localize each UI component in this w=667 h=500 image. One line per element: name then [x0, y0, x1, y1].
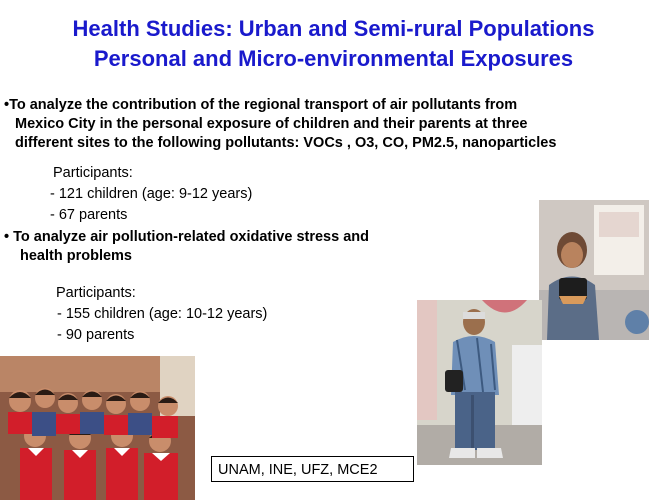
- participants-1-heading: Participants:: [53, 165, 133, 181]
- participants-2-heading: Participants:: [56, 285, 136, 301]
- institutions-label: UNAM, INE, UFZ, MCE2: [211, 456, 414, 482]
- objective-2: [4, 228, 444, 266]
- participants-2-parents: - 90 parents: [57, 327, 135, 343]
- objective-1: [4, 96, 664, 153]
- participants-1-parents: - 67 parents: [50, 207, 128, 223]
- participants-1-children: - 121 children (age: 9-12 years): [50, 186, 253, 202]
- objective-1-line-3: different sites to the following pollutants: VOCs , O3, CO, PM2.5, nanoparticles: [15, 135, 557, 151]
- title-line-1: Health Studies: Urban and Semi-rural Populations: [72, 16, 595, 41]
- participants-2-children: - 155 children (age: 10-12 years): [57, 306, 268, 322]
- photo-schoolchildren-group: [0, 356, 195, 500]
- slide-title: [0, 14, 667, 74]
- objective-1-line-2: Mexico City in the personal exposure of children and their parents at three: [15, 116, 528, 132]
- objective-2-line-2: health problems: [20, 248, 132, 264]
- photo-woman-with-monitor: [539, 200, 649, 340]
- objective-2-line-1: • To analyze air pollution-related oxidative stress and: [4, 229, 369, 245]
- objective-1-line-1: •To analyze the contribution of the regional transport of air pollutants from: [4, 97, 518, 113]
- participants-group-1: [50, 163, 253, 226]
- title-line-2: Personal and Micro-environmental Exposures: [93, 46, 574, 71]
- photo-man-with-bag: [417, 300, 542, 465]
- participants-group-2: [56, 283, 267, 346]
